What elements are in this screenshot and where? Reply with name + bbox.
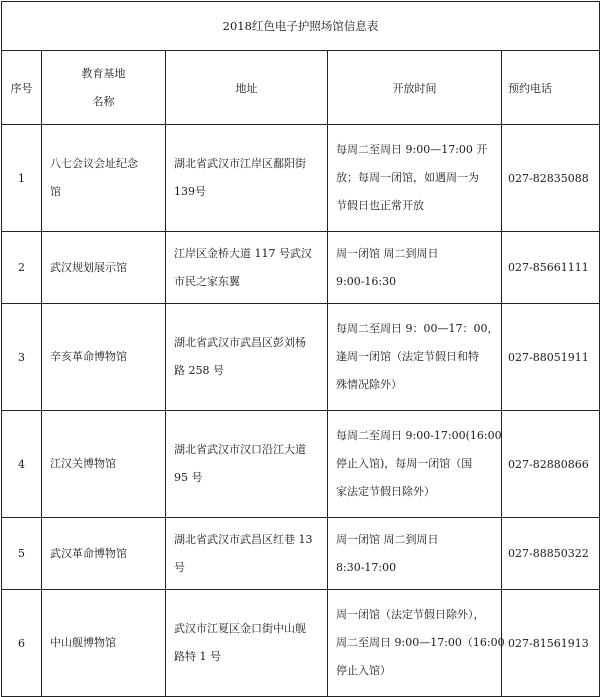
- row-hours-line: 9:00-16:30: [336, 274, 397, 288]
- row-address-line: 95 号: [174, 471, 203, 484]
- row-name: [42, 518, 166, 590]
- table-row: [2, 590, 600, 697]
- row-no: 1: [2, 125, 42, 232]
- header-row: [2, 51, 600, 125]
- row-hours-line: 周二至周日 9:00—17:00（16:00: [336, 636, 505, 649]
- table-row: [2, 304, 600, 411]
- table-row: [2, 125, 600, 232]
- row-name-line: 武汉革命博物馆: [50, 546, 127, 560]
- row-phone: 027-82880866: [502, 411, 600, 518]
- row-phone: 027-82835088: [502, 125, 600, 232]
- header-phone: 预约电话: [502, 51, 600, 125]
- row-hours-line: 每周二至周日 9:00—17:00 开: [336, 143, 488, 156]
- header-address: 地址: [166, 51, 328, 125]
- row-hours-line: 8:30-17:00: [336, 560, 397, 574]
- row-name-line: 馆: [50, 185, 61, 198]
- row-hours-line: 周一闭馆（法定节假日除外），: [336, 608, 485, 621]
- row-hours-line: 每周二至周日 9：00—17：00，: [336, 322, 499, 335]
- row-hours-line: 停止入馆）: [336, 664, 391, 677]
- row-hours: [328, 232, 502, 304]
- row-no: 5: [2, 518, 42, 590]
- row-address-line: 湖北省武汉市江岸区鄱阳街: [174, 157, 306, 170]
- row-no: 2: [2, 232, 42, 304]
- row-address-line: 139号: [174, 185, 206, 198]
- header-name-line2: 名称: [92, 94, 115, 108]
- header-name: [42, 51, 166, 125]
- row-hours-line: 每周二至周日 9:00-17:00(16:00: [336, 429, 502, 442]
- row-address-line: 湖北省武汉市武昌区彭刘杨: [174, 336, 306, 349]
- row-hours-line: 逢周一闭馆（法定节假日和特: [336, 350, 479, 363]
- row-address-line: 武汉市江夏区金口街中山舰: [174, 622, 306, 635]
- row-address-line: 号: [174, 560, 185, 574]
- row-name: [42, 411, 166, 518]
- row-phone: 027-88051911: [502, 304, 600, 411]
- row-hours-line: 殊情况除外）: [336, 378, 402, 391]
- row-address: [166, 411, 328, 518]
- row-hours: [328, 411, 502, 518]
- row-hours-line: 放；每周一闭馆，如遇周一为: [336, 171, 479, 184]
- row-no: 4: [2, 411, 42, 518]
- table-title: 2018红色电子护照场馆信息表: [2, 2, 600, 51]
- row-phone: 027-85661111: [502, 232, 600, 304]
- row-hours: [328, 590, 505, 697]
- row-hours-line: 周一闭馆 周二到周日: [336, 246, 439, 260]
- row-name: [42, 304, 166, 411]
- row-address: [166, 304, 328, 411]
- row-hours-line: 停止入馆)，每周一闭馆（国: [336, 457, 473, 470]
- row-address: [166, 232, 328, 304]
- table-row: [2, 411, 600, 518]
- row-no: 6: [2, 590, 42, 697]
- table-row: [2, 518, 600, 590]
- table-row: [2, 232, 600, 304]
- row-name-line: 八七会议会址纪念: [50, 157, 138, 170]
- row-name-line: 中山舰博物馆: [50, 636, 116, 649]
- row-name: [42, 590, 166, 697]
- row-hours: [328, 125, 502, 232]
- row-address: [166, 125, 328, 232]
- row-phone: 027-88850322: [502, 518, 600, 590]
- row-address-line: 湖北省武汉市汉口沿江大道: [174, 443, 306, 456]
- header-hours: 开放时间: [328, 51, 502, 125]
- row-hours-line: 周一闭馆 周二到周日: [336, 532, 439, 546]
- row-address: [166, 518, 328, 590]
- row-hours: [328, 304, 502, 411]
- row-address-line: 湖北省武汉市武昌区红巷 13: [174, 532, 313, 546]
- row-address-line: 路特 1 号: [174, 650, 221, 663]
- row-no: 3: [2, 304, 42, 411]
- header-name-line1: 教育基地: [81, 66, 126, 80]
- row-address-line: 江岸区金桥大道 117 号武汉: [174, 246, 312, 260]
- header-no: 序号: [2, 51, 42, 125]
- row-address-line: 市民之家东翼: [174, 274, 240, 288]
- venue-info-table: [1, 1, 600, 697]
- row-address: [166, 590, 328, 697]
- row-hours: [328, 518, 502, 590]
- row-name: [42, 232, 166, 304]
- row-address-line: 路 258 号: [174, 364, 224, 377]
- row-hours-line: 家法定节假日除外）: [336, 485, 435, 498]
- row-name-line: 辛亥革命博物馆: [50, 350, 127, 363]
- row-name-line: 江汉关博物馆: [50, 457, 116, 470]
- row-phone: 027-81561913: [502, 590, 600, 697]
- row-name: [42, 125, 166, 232]
- row-hours-line: 节假日也正常开放: [336, 199, 424, 212]
- row-name-line: 武汉规划展示馆: [50, 260, 127, 274]
